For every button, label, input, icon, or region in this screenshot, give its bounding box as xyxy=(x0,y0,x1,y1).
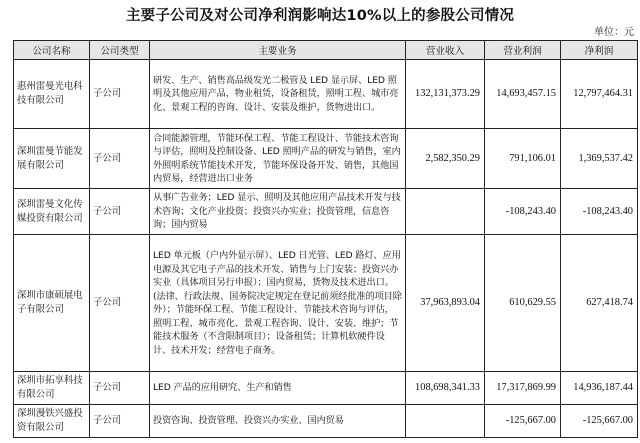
company-name: 深圳雷曼节能发展有限公司 xyxy=(14,129,90,189)
table-row xyxy=(14,189,638,235)
main-business: LED 单元板（户内外显示屏）、LED 日光管、LED 路灯、应用电源及其它电子产品的技术开发、销售与上门安装；投资兴办实业（具体项目另行申报）；国内贸易，货物及技术进出口。(法律、行政法规、国务院决定规定在登记前须经批准的项目除外）；节能环保工程、节能工程设计、节能技术咨询与评估，照明工程、城市亮化、景观工程咨询、设计、安装、维护；节能技术服务（不含限制项目）；设备租赁；计算机软硬件设计、技术开发；经营电子商务。 xyxy=(150,235,406,372)
net-profit: 1,369,537.42 xyxy=(561,129,638,189)
operating-profit: 14,693,457.15 xyxy=(485,60,561,129)
main-business: 合同能源管理，节能环保工程、节能工程设计、节能技术咨询与评估，照明及控制设备、LED 照明产品的研发与销售，室内外照明系统节能技术开发，节能环保设备开发、销售，其他国内贸易，经营进出口业务 xyxy=(150,129,406,189)
company-type: 子公司 xyxy=(90,189,150,235)
revenue: 2,582,350.29 xyxy=(406,129,485,189)
net-profit: 627,418.74 xyxy=(561,235,638,372)
net-profit: -108,243.40 xyxy=(561,189,638,235)
net-profit: 12,797,464.31 xyxy=(561,60,638,129)
header-company-type: 公司类型 xyxy=(90,41,150,60)
operating-profit: 17,317,869.99 xyxy=(485,372,561,405)
operating-profit: -125,667.00 xyxy=(485,405,561,438)
revenue: 108,698,341.33 xyxy=(406,372,485,405)
company-name: 惠州雷曼光电科技有限公司 xyxy=(14,60,90,129)
table-header-row xyxy=(14,41,638,60)
revenue xyxy=(406,189,485,235)
company-name: 深圳漫铁兴盛投资有限公司 xyxy=(14,405,90,438)
net-profit: 14,936,187.44 xyxy=(561,372,638,405)
company-name: 深圳市康硕展电子有限公司 xyxy=(14,235,90,372)
table-row xyxy=(14,129,638,189)
main-business: 投资咨询、投资管理、投资兴办实业、国内贸易 xyxy=(150,405,406,438)
operating-profit: -108,243.40 xyxy=(485,189,561,235)
table-row xyxy=(14,372,638,405)
company-type: 子公司 xyxy=(90,405,150,438)
revenue xyxy=(406,405,485,438)
table-row xyxy=(14,235,638,372)
unit-label: 单位：元 xyxy=(594,27,634,38)
company-type: 子公司 xyxy=(90,372,150,405)
main-business: 从事广告业务；LED 显示、照明及其他应用产品技术开发与技术咨询；文化产业投资；投资兴办实业；投资管理，信息咨询；国内贸易 xyxy=(150,189,406,235)
header-revenue: 营业收入 xyxy=(406,41,485,60)
revenue: 37,963,893.04 xyxy=(406,235,485,372)
subsidiary-table xyxy=(13,40,638,438)
operating-profit: 791,106.01 xyxy=(485,129,561,189)
operating-profit: 610,629.55 xyxy=(485,235,561,372)
company-type: 子公司 xyxy=(90,60,150,129)
company-name: 深圳雷曼文化传媒投资有限公司 xyxy=(14,189,90,235)
page-title: 主要子公司及对公司净利润影响达10%以上的参股公司情况 xyxy=(125,8,515,24)
company-name: 深圳市拓享科技有限公司 xyxy=(14,372,90,405)
header-company-name: 公司名称 xyxy=(14,41,90,60)
table-row xyxy=(14,405,638,438)
table-row xyxy=(14,60,638,129)
main-business: LED 产品的应用研究、生产和销售 xyxy=(150,372,406,405)
net-profit: -125,667.00 xyxy=(561,405,638,438)
header-operating-profit: 营业利润 xyxy=(485,41,561,60)
header-net-profit: 净利润 xyxy=(561,41,638,60)
header-main-business: 主要业务 xyxy=(150,41,406,60)
revenue: 132,131,373.29 xyxy=(406,60,485,129)
company-type: 子公司 xyxy=(90,235,150,372)
main-business: 研发、生产、销售高品级发光二极管及 LED 显示屏、LED 照明及其他应用产品，物业租赁，设备租赁，照明工程、城市亮化、景观工程的咨询、设计、安装及维护，货物进出口。 xyxy=(150,60,406,129)
company-type: 子公司 xyxy=(90,129,150,189)
